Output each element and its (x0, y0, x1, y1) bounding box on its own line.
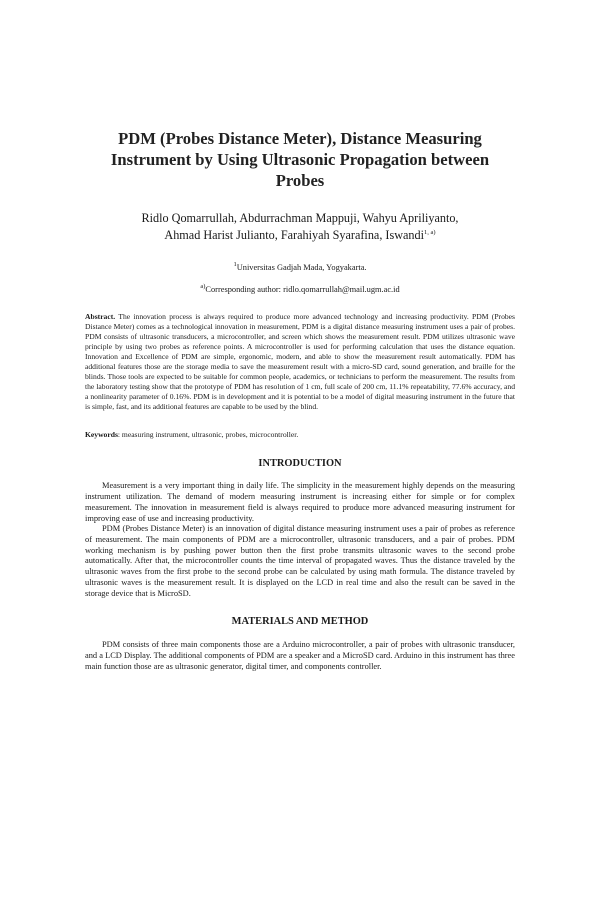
abstract-text: The innovation process is always required to produce more advanced technology and increasing productivity. PDM (Probes Distance Meter) comes as a technological innovation in measurement, PDM is a digital distance measuring instrument uses a pair of probes. PDM consists of ultrasonic transducers, a microcontroller, and screen which shows the measurement result. PDM utilizes ultrasonic wave principle by using two probes as reference points. A microcontroller is used for performing calculation that uses the distance equation. Innovation and Excellence of PDM are simple, ergonomic, modern, and able to show the measurement result automatically. PDM has additional features those are the storage media to save the measurement result with a micro-SD card, sound generation, and braille for the blinds. Those tools are expected to be suitable for common people, academics, or technicians to perform the measurement. The results from the laboratory testing show that the prototype of PDM has resolution of 1 cm, full scale of 200 cm, 11.1% repeatability, 77.6% accuracy, and a nonlinearity parameter of 0.16%. PDM is in development and it is potential to be a model of digital measuring instrument in the future that is simple, fast, and its additional features are capable to be used by the blind. (85, 312, 515, 412)
abstract-label: Abstract. (85, 312, 116, 321)
corresponding-superscript: a) (200, 283, 206, 291)
affiliation-superscript: 1 (233, 261, 237, 269)
title-line-1: PDM (Probes Distance Meter), Distance Measuring (118, 129, 482, 148)
section-heading-introduction: INTRODUCTION (258, 458, 342, 470)
authors-line-1: Ridlo Qomarrullah, Abdurrachman Mappuji, Wahyu Apriliyanto, (141, 211, 459, 225)
affiliation-text: Universitas Gadjah Mada, Yogyakarta. (236, 263, 367, 272)
paper-title (85, 128, 515, 191)
section-heading-materials-and-method: MATERIALS AND METHOD (231, 616, 369, 628)
affiliation (85, 262, 515, 273)
abstract (85, 312, 515, 412)
authors-line-2: Ahmad Harist Julianto, Farahiyah Syarafina, Iswandi (164, 228, 425, 242)
paper-page (0, 128, 600, 904)
title-line-2: Instrument by Using Ultrasonic Propagation between Probes (110, 150, 490, 190)
intro-paragraph-2: PDM (Probes Distance Meter) is an innovation of digital distance measuring instrument uses a pair of probes as reference of measurement. The main components of PDM are a microcontroller, ultrasonic transducers, and a pair of probes. PDM working mechanism is by pushing power button then the first probe transmits ultrasonic waves to the second probe automatically. After that, the microcontroller counts the time interval of propagated waves. Thus the distance traveled by the ultrasonic waves from the first probe to the second probe can be calculated by using math formula. The distance traveled by ultrasonic waves is the measurement result. It is displayed on the LCD in real time and also the result can be saved in the storage device that is MicroSD. (85, 524, 515, 598)
author-superscript: 1, a) (424, 228, 436, 236)
intro-paragraph-1: Measurement is a very important thing in daily life. The simplicity in the measurement highly depends on the measuring instrument utilization. The demand of modern measuring instrument is increasing either for simple or for complex measurement. The innovation in measurement field is always required to produce more advanced measuring instrument for improving ease of use and increasing productivity. (85, 481, 515, 523)
corresponding-text: Corresponding author: ridlo.qomarrullah@mail.ugm.ac.id (205, 285, 400, 294)
keywords (85, 430, 515, 440)
corresponding-author (85, 284, 515, 295)
author-list (85, 210, 515, 244)
keywords-label: Keywords (85, 430, 118, 440)
methods-paragraph-1: PDM consists of three main components those are a Arduino microcontroller, a pair of probes with ultrasonic transducer, and a LCD Display. The additional components of PDM are a speaker and a MicroSD card. Arduino in this instrument has three main function those are as ultrasonic generator, digital timer, and components controller. (85, 640, 515, 671)
keywords-text: : measuring instrument, ultrasonic, probes, microcontroller. (117, 430, 299, 440)
